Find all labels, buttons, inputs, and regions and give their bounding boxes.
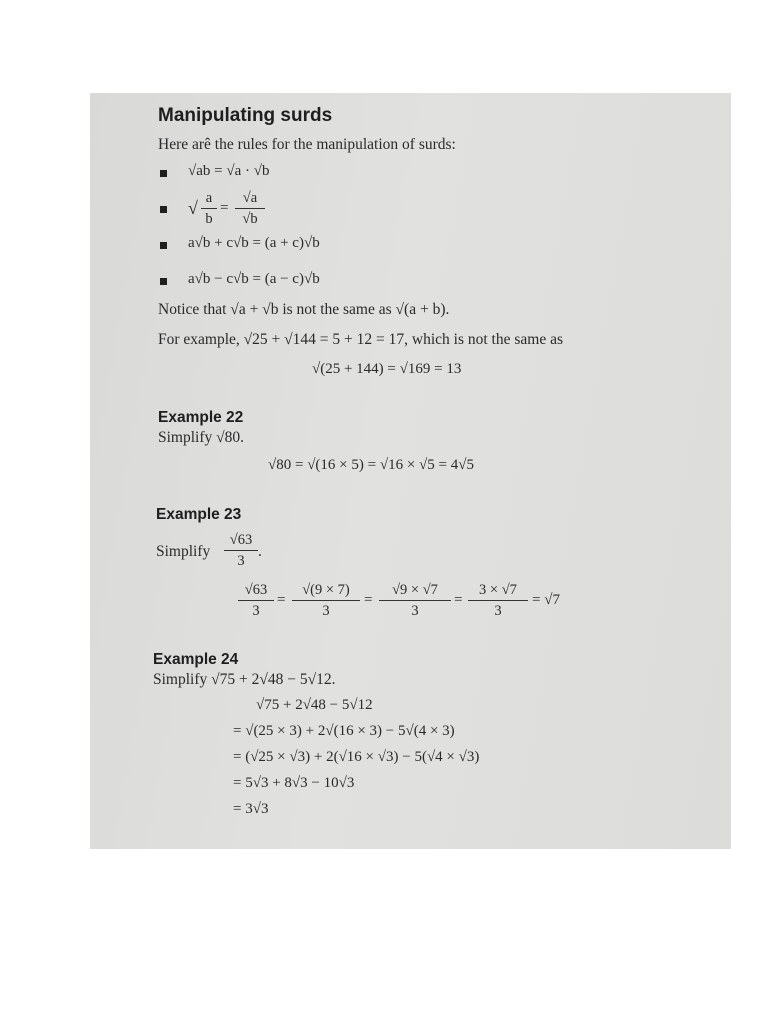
fraction-bar	[379, 600, 451, 601]
example-24-line: = 3√3	[233, 801, 269, 817]
example-23-heading: Example 23	[156, 506, 242, 523]
root-sign: √	[188, 198, 198, 218]
notice-text: Notice that √a + √b is not the same as √(a + b).	[158, 301, 450, 318]
fraction-bar	[468, 600, 528, 601]
denominator: 3	[252, 603, 260, 619]
step-fraction	[238, 581, 274, 620]
fraction-bar	[224, 550, 258, 551]
example-22-heading: Example 22	[158, 409, 244, 426]
example-24-line: √75 + 2√48 − 5√12	[256, 697, 373, 713]
rule-product: √ab = √a · √b	[188, 163, 270, 179]
fraction-bar	[201, 208, 217, 209]
example-text: For example, √25 + √144 = 5 + 12 = 17, which is not the same as	[158, 331, 563, 348]
example-24-heading: Example 24	[153, 651, 239, 668]
textbook-page	[90, 93, 731, 849]
example-22-prompt: Simplify √80.	[158, 429, 245, 446]
rule-subtract: a√b − c√b = (a − c)√b	[188, 271, 320, 287]
step-result: = √7	[532, 592, 560, 608]
numerator: √63	[229, 532, 253, 548]
rule-add: a√b + c√b = (a + c)√b	[188, 235, 320, 251]
step-fraction	[468, 581, 528, 620]
example-24-line: = √(25 × 3) + 2√(16 × 3) − 5√(4 × 3)	[233, 723, 455, 739]
equals-sign: =	[277, 592, 286, 608]
section-title: Manipulating surds	[158, 105, 333, 126]
fraction-a-over-b	[201, 189, 217, 228]
denominator: 3	[322, 603, 330, 619]
bullet-icon	[160, 278, 167, 285]
numerator: 3 × √7	[479, 582, 517, 598]
denominator: √b	[242, 211, 258, 227]
example-23-prompt-end: .	[258, 543, 262, 560]
intro-text: Here arê the rules for the manipulation of surds:	[158, 136, 456, 153]
denominator: 3	[494, 603, 502, 619]
fraction-bar	[238, 600, 274, 601]
example-24-line: = (√25 × √3) + 2(√16 × √3) − 5(√4 × √3)	[233, 749, 480, 765]
photo-background	[90, 93, 731, 849]
numerator: √9 × √7	[392, 582, 438, 598]
bullet-icon	[160, 170, 167, 177]
bullet-icon	[160, 206, 167, 213]
equals-sign: =	[364, 592, 373, 608]
numerator: a	[205, 190, 213, 206]
example-24-line: = 5√3 + 8√3 − 10√3	[233, 775, 355, 791]
example-result: √(25 + 144) = √169 = 13	[312, 361, 462, 377]
example-22-solution: √80 = √(16 × 5) = √16 × √5 = 4√5	[268, 457, 474, 473]
bullet-icon	[160, 242, 167, 249]
fraction-roota-over-rootb	[235, 189, 265, 228]
numerator: √a	[242, 190, 258, 206]
fraction-bar	[235, 208, 265, 209]
step-fraction	[379, 581, 451, 620]
step-fraction	[292, 581, 360, 620]
example-23-prompt-fraction	[224, 531, 258, 570]
equals-sign: =	[454, 592, 463, 608]
fraction-bar	[292, 600, 360, 601]
example-23-prompt-word: Simplify	[156, 543, 211, 560]
numerator: √63	[244, 582, 268, 598]
equals-sign: =	[220, 200, 229, 216]
denominator: 3	[411, 603, 419, 619]
denominator: b	[205, 211, 213, 227]
denominator: 3	[237, 553, 245, 569]
example-24-prompt: Simplify √75 + 2√48 − 5√12.	[153, 671, 336, 688]
numerator: √(9 × 7)	[302, 582, 350, 598]
